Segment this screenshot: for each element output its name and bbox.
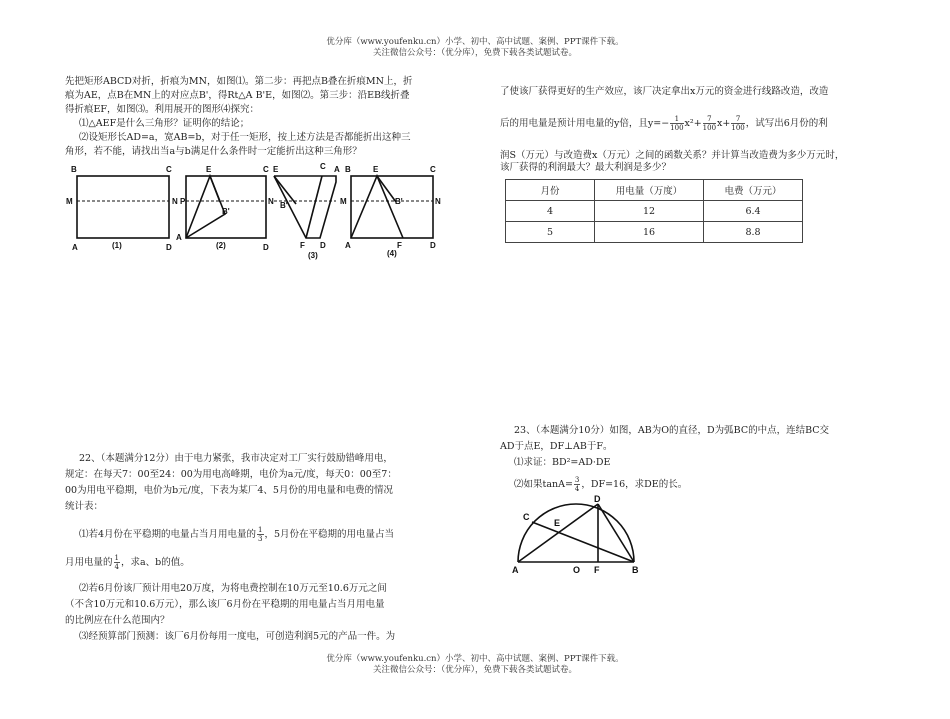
fig3-label-a: A [334, 165, 340, 174]
semicircle-label-d: D [594, 494, 601, 504]
fig2-label-e: E [206, 165, 212, 174]
semicircle-label-e: E [554, 518, 561, 528]
fraction-denominator: 100 [702, 124, 717, 132]
fig1-label-b: B [71, 165, 77, 174]
page-header [0, 37, 950, 59]
q22-part-1-text-b: ，5月份在平稳期的用电量占当 [264, 529, 395, 540]
table-cell: 4 [506, 201, 595, 222]
footer-line-2: 关注微信公众号：（优分库），免费下载各类试题试卷。 [372, 665, 577, 675]
folding-figures [60, 160, 460, 260]
semicircle-label-f: F [594, 565, 600, 575]
fig2-caption: (2) [216, 241, 226, 250]
fold-question-2-line-2: 角形，若不能，请找出当a与b满足什么条件时一定能折出这种三角形？ [65, 146, 362, 157]
fig3-label-e: E [273, 165, 279, 174]
fig2-fold-line [210, 176, 220, 202]
q22-part-1-text-a: ⑴若4月份在平稳期的电量占当月用电量的 [79, 529, 257, 540]
q22-line-4: 统计表： [65, 501, 104, 512]
formula-text-c: x+ [717, 118, 731, 129]
fold-line-3: 得折痕EF，如图⑶。利用展开的图形⑷探究： [65, 104, 260, 115]
q22-fraction-one-third [257, 526, 263, 543]
q22-line-1: 22、（本题满分12分）由于电力紧张，我市决定对工厂实行鼓励错峰用电， [79, 453, 393, 464]
right-line-1: 了使该厂获得更好的生产效应，该厂决定拿出x万元的资金进行线路改造，改造 [500, 86, 829, 97]
q22-part-2-line-1: ⑵若6月份该厂预计用电20万度，为将电费控制在10万元至10.6万元之间 [79, 583, 387, 594]
q22-part-1-cont [65, 549, 397, 577]
fold-problem [65, 75, 412, 159]
q23-line-2: AD于点E，DF⊥AB于F。 [500, 441, 613, 452]
fig1-label-a: A [72, 243, 78, 252]
fraction-numerator: 3 [574, 476, 580, 484]
q22-part-1-text-d: ，求a、b的值。 [120, 557, 190, 568]
formula-fraction-3 [731, 115, 744, 132]
fold-question-2-line-1: ⑵设矩形长AD=a，宽AB=b，对于任一矩形，按上述方法是否都能折出这种三 [79, 132, 411, 143]
fraction-denominator: 100 [670, 124, 684, 132]
table-header-cost: 电费（万元） [704, 180, 803, 201]
fig3-label-c: C [320, 162, 326, 171]
semicircle-label-c: C [523, 512, 530, 522]
fig2-label-b-prime: B' [222, 207, 230, 216]
formula-fraction-2 [703, 115, 716, 132]
fig1-label-m: M [66, 197, 73, 206]
fraction-denominator: 4 [574, 485, 580, 493]
fig1-label-d: D [166, 243, 172, 252]
fig4-label-b: B [345, 165, 351, 174]
right-line-3: 润S（万元）与改造费x（万元）之间的函数关系？并计算当改造费为多少万元时， [500, 150, 845, 161]
line-bc [532, 522, 634, 562]
fig2-label-n: N [268, 197, 274, 206]
fig1-label-c: C [166, 165, 172, 174]
q22-part-1-text-c: 月用电量的 [65, 557, 113, 568]
header-line-1: 优分库（www.youfenku.cn）小学、初中、高中试题、案例、PPT课件下载。 [326, 37, 624, 47]
fig4-label-f: F [397, 241, 402, 250]
fig4-label-a: A [345, 241, 351, 250]
fraction-numerator: 1 [258, 526, 263, 534]
fig2-triangle [186, 176, 225, 238]
fig2-label-c: C [263, 165, 269, 174]
fig1-label-n: N [172, 197, 178, 206]
question-23 [500, 423, 829, 499]
table-cell: 16 [595, 222, 704, 243]
fig2-label-a: A [176, 233, 182, 242]
q23-part-1: ⑴求证：BD²=AD·DE [514, 457, 611, 468]
fig3-caption: (3) [308, 251, 318, 260]
fig3-fold-ef [306, 176, 322, 238]
fig4-triangle [351, 176, 403, 238]
power-usage-table [505, 179, 803, 243]
q23-part-2-text-a: ⑵如果tanA= [514, 479, 573, 490]
q23-part-2-text-b: ，DF=16，求DE的长。 [581, 479, 688, 490]
right-formula-line [500, 108, 844, 140]
fig4-label-b-prime: B' [395, 197, 403, 206]
semicircle-label-a: A [512, 565, 519, 575]
fig1-caption: (1) [112, 241, 122, 250]
fig2-label-p: P [180, 197, 186, 206]
fold-line-2: 痕为AE，点B在MN上的对应点B'，得Rt△A B'E，如图⑵。第三步：沿EB线折叠 [65, 90, 410, 101]
footer-line-1: 优分库（www.youfenku.cn）小学、初中、高中试题、案例、PPT课件下载。 [326, 654, 624, 664]
table-row [506, 201, 803, 222]
table-cell: 12 [595, 201, 704, 222]
fold-question-1: ⑴△AEF是什么三角形？证明你的结论； [79, 118, 250, 129]
fig3-label-f: F [300, 241, 305, 250]
formula-text-b: x²+ [684, 118, 702, 129]
fig3-fold-line [274, 176, 296, 204]
q22-continuation [500, 76, 844, 172]
fig3-label-d: D [320, 241, 326, 250]
q22-fraction-one-quarter [114, 554, 120, 571]
q22-part-3: ⑶经预算部门预测：该厂6月份每用一度电，可创造利润5元的产品一件。为 [79, 631, 396, 642]
formula-text-a: 后的用电量是预计用电量的y倍，且y=− [500, 118, 670, 129]
fig4-label-e: E [373, 165, 379, 174]
line-bd [598, 504, 634, 562]
q22-line-3: 00为用电平稳期，电价为b元/度，下表为某厂4、5月份的用电量和电费的情况 [65, 485, 393, 496]
right-line-4: 该厂获得的利润最大？最大利润是多少？ [500, 162, 672, 173]
header-line-2: 关注微信公众号：（优分库），免费下载各类试题试卷。 [372, 48, 577, 58]
question-22 [65, 451, 397, 645]
fig1-rectangle [77, 176, 169, 238]
fraction-numerator: 7 [703, 115, 716, 124]
semicircle-label-b: B [632, 565, 639, 575]
q23-line-1: 23、（本题满分10分）如图，AB为O的直径，D为弧BC的中点，连结BC交 [514, 425, 830, 436]
table-header-row [506, 180, 803, 201]
fraction-denominator: 100 [731, 124, 745, 132]
fraction-denominator: 4 [114, 563, 119, 571]
fig4-label-c: C [430, 165, 436, 174]
fig4-label-n: N [435, 197, 441, 206]
fraction-numerator: 1 [670, 115, 683, 124]
semicircle-label-o: O [573, 565, 581, 575]
page-footer [0, 654, 950, 676]
fig2-label-d: D [263, 243, 269, 252]
fig4-label-d: D [430, 241, 436, 250]
q22-part-1 [65, 521, 397, 549]
q22-part-2-line-3: 的比例应在什么范围内？ [65, 615, 170, 626]
table-cell: 8.8 [704, 222, 803, 243]
q23-fraction-three-quarters [574, 476, 580, 493]
fig4-caption: (4) [387, 249, 397, 258]
table-header-usage: 用电量（万度） [595, 180, 704, 201]
semicircle-figure [510, 492, 640, 577]
fraction-denominator: 3 [258, 535, 263, 543]
table-cell: 5 [506, 222, 595, 243]
table-header-month: 月份 [506, 180, 595, 201]
fig3-label-b-prime: B' [280, 201, 288, 210]
formula-fraction-1 [670, 115, 683, 132]
fig4-label-m: M [340, 197, 347, 206]
fraction-numerator: 1 [114, 554, 119, 562]
fold-line-1: 先把矩形ABCD对折，折痕为MN，如图⑴。第二步：再把点B叠在折痕MN上，折 [65, 76, 413, 87]
q22-line-2: 规定：在每天7：00至24：00为用电高峰期，电价为a元/度，每天0：00至7： [65, 469, 397, 480]
q22-part-2-line-2: （不含10万元和10.6万元），那么该厂6月份在平稳期的用电量占当月用电量 [65, 599, 385, 610]
formula-text-d: ，试写出6月份的利 [745, 118, 828, 129]
table-cell: 6.4 [704, 201, 803, 222]
table-row [506, 222, 803, 243]
fraction-numerator: 7 [731, 115, 744, 124]
